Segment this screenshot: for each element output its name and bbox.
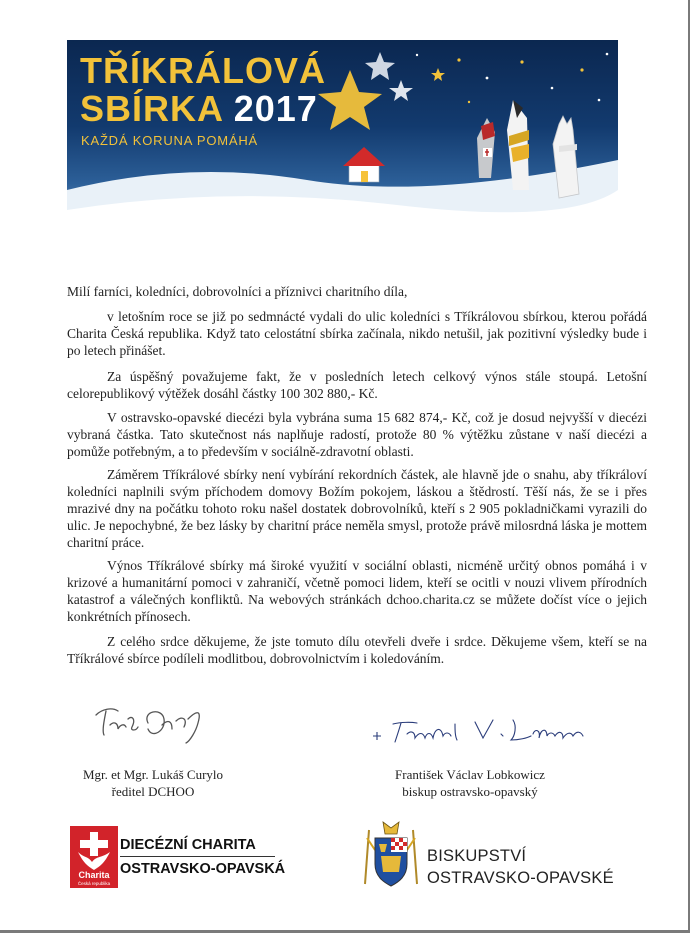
- signer-right-role: biskup ostravsko-opavský: [402, 784, 538, 799]
- campaign-banner: [67, 40, 618, 231]
- diocese-name-line2: OSTRAVSKO-OPAVSKÉ: [427, 869, 614, 887]
- signer-left-role: ředitel DCHOO: [111, 784, 195, 799]
- letter-paragraph: Z celého srdce děkujeme, že jste tomuto dílu otevřeli dveře i srdce. Děkujeme všem, kteří se na Tříkrálové sbírce podíleli modlitbou, dobrovolnictvím i koledováním.: [67, 634, 647, 666]
- banner-title-word: SBÍRKA: [80, 88, 223, 129]
- charita-name-line1: DIECÉZNÍ CHARITA: [120, 837, 256, 853]
- banner-title-line2: [80, 88, 318, 130]
- charita-badge-subtext: Česká republika: [77, 881, 111, 886]
- signer-right: [370, 766, 570, 800]
- banner-subtitle: KAŽDÁ KORUNA POMÁHÁ: [81, 133, 259, 148]
- charita-badge-text: Charita: [78, 870, 110, 880]
- charita-divider: [120, 856, 275, 857]
- signer-left: [58, 766, 248, 800]
- charita-logo: [70, 826, 118, 888]
- letter-paragraph: Záměrem Tříkrálové sbírky není vybírání rekordních částek, ale hlavně jde o snahu, aby tříkráloví koledníci naplnili svým příchodem domovy Božím pokojem, láskou a štědrostí. Těší nás, že se i přes mrazivé dny na počátku tohoto roku našel dostatek dobrovolníků, kteří s 2 905 pokladničkami vyrazili do ulic. Je nepochybné, že bez lásky by charitní práce neměla smysl, protože právě milosrdná láska je mottem charitní práce.: [67, 467, 647, 550]
- signature-right: [371, 714, 591, 746]
- charita-name-line2: OSTRAVSKO-OPAVSKÁ: [120, 861, 286, 877]
- diocese-coat-of-arms-icon: [361, 820, 421, 890]
- diocese-name-line1: BISKUPSTVÍ: [427, 847, 527, 865]
- signer-left-name: Mgr. et Mgr. Lukáš Curylo: [82, 767, 224, 782]
- letter-paragraph: v letošním roce se již po sedmnácté vydali do ulic koledníci s Tříkrálovou sbírkou, kterou pořádá Charita Česká republika. Když tato celostátní sbírka začínala, nikdo netušil, jak pozitivní výsledky bude i po letech přinášet.: [67, 309, 647, 358]
- letter-greeting: Milí farníci, koledníci, dobrovolníci a příznivci charitního díla,: [67, 284, 408, 299]
- letter-paragraph: V ostravsko-opavské diecézi byla vybrána suma 15 682 874,- Kč, což je dosud nejvyšší v diecézi vybraná částka. Tato skutečnost nás naplňuje radostí, protože 80 % výtěžku zůstane v naší diecézi a pomůže potřebným, a to především v sociálně-zdravotní oblasti.: [67, 410, 647, 459]
- letter-paragraph: Za úspěšný považujeme fakt, že v posledních letech celkový výnos stále stoupá. Letošní celorepublikový výtěžek dosáhl částky 100 302 880,- Kč.: [67, 369, 647, 401]
- letter-paragraph: Výnos Tříkrálové sbírky má široké využití v sociální oblasti, nicméně určitý obnos pomáhá i v krizové a humanitární pomoci v zahraničí, včetně pomoci lidem, kteří se ocitli v nouzi vlivem přírodních katastrof a válečných konfliktů. Na webových stránkách dchoo.charita.cz se můžete dočíst více o jejich konkrétních přínosech.: [67, 558, 647, 624]
- banner-year: 2017: [233, 88, 318, 129]
- signature-left: [92, 701, 212, 746]
- banner-title-line1: TŘÍKRÁLOVÁ: [80, 50, 326, 91]
- signer-right-name: František Václav Lobkowicz: [395, 767, 545, 782]
